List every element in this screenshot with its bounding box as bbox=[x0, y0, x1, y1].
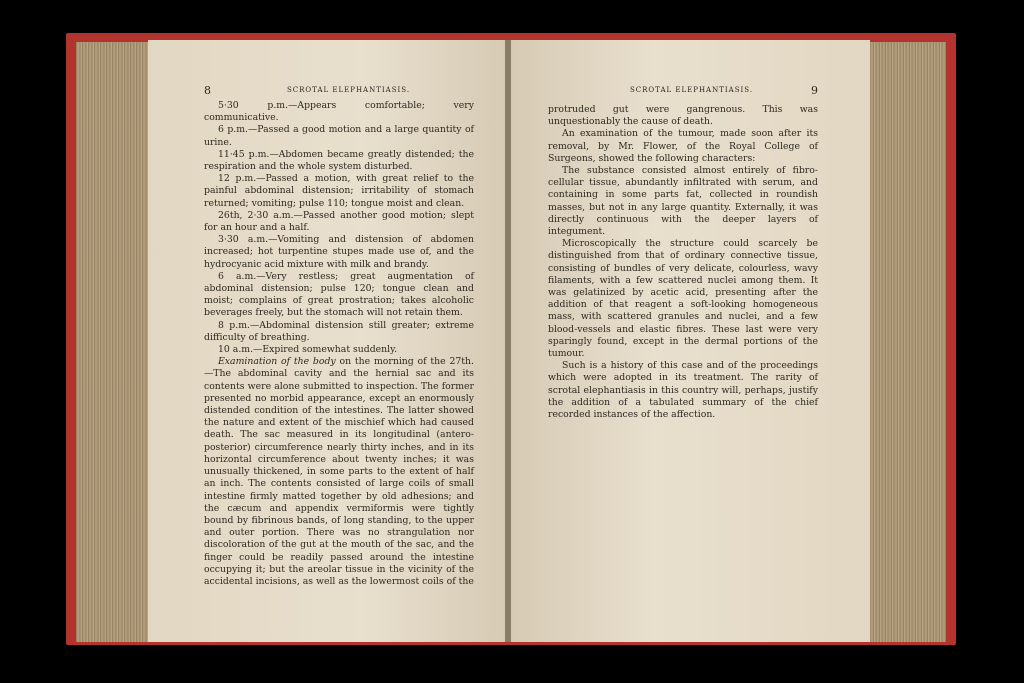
paragraph bbox=[204, 356, 474, 588]
paragraph: 3·30 a.m.—Vomiting and distension of abdomen increased; hot turpentine stupes made use of, and the hydrocyanic acid mixture with milk and brandy. bbox=[204, 234, 474, 270]
paragraph: Microscopically the structure could scarcely be distinguished from that of ordinary connective tissue, consisting of bundles of very delicate, colourless, wavy filaments, with a few scattered nuclei among them. It was gelatinized by acetic acid, presenting after the addition of that reagent a soft-looking homogeneous mass, with scattered granules and nuclei, and a few blood-vessels and elastic fibres. These last were very sparingly found, except in the dermal portions of the tumour. bbox=[548, 238, 818, 360]
right-page-number: 9 bbox=[811, 84, 818, 97]
paragraph: 10 a.m.—Expired somewhat suddenly. bbox=[218, 344, 398, 356]
paragraph: 11·45 p.m.—Abdomen became greatly distended; the respiration and the whole system disturbed. bbox=[204, 148, 474, 173]
right-running-title: SCROTAL ELEPHANTIASIS. bbox=[630, 86, 754, 94]
right-page-body bbox=[548, 104, 818, 421]
left-page-body bbox=[204, 100, 474, 588]
paragraph: 12 p.m.—Passed a motion, with great relief to the painful abdominal distension; irritability of stomach returned; vomiting; pulse 110; tongue moist and clean. bbox=[204, 173, 474, 209]
paragraph: protruded gut were gangrenous. This was unquestionably the cause of death. bbox=[548, 104, 818, 128]
page-edges-right bbox=[868, 42, 946, 642]
italic-heading: Examination of the body bbox=[218, 356, 336, 368]
paragraph-text: on the morning of the 27th.—The abdominal cavity and the hernial sac and its contents were alone submitted to inspection. The former presented no morbid appearance, except an enormously distended condition of the intestines. The latter showed the nature and extent of the mischief which had caused death. The sac measured in its longitudinal (antero-posterior) circumference nearly thirty inches, and in its horizontal circumference about twenty inches; it was unusually thickened, in some parts to the extent of half an inch. The contents consisted of large coils of small intestine firmly matted together by old adhesions; and the cæcum and appendix vermiformis were tightly bound by fibrinous bands, of long standing, to the upper and outer portion. There was no strangulation nor discoloration of the gut at the mouth of the sac, and the finger could be readily passed around the intestine occupying it; but the areolar tissue in the vicinity of the accidental incisions, as well as the lowermost coils of the bbox=[204, 356, 474, 587]
paragraph: 6 p.m.—Passed a good motion and a large quantity of urine. bbox=[204, 124, 474, 148]
left-page-number: 8 bbox=[204, 84, 211, 97]
book-gutter bbox=[505, 40, 511, 642]
paragraph: 8 p.m.—Abdominal distension still greater; extreme difficulty of breathing. bbox=[204, 319, 474, 343]
left-running-title: SCROTAL ELEPHANTIASIS. bbox=[287, 86, 411, 94]
page-edges-left bbox=[76, 42, 150, 642]
paragraph: The substance consisted almost entirely of fibro-cellular tissue, abundantly infiltrated with serum, and containing in some parts fat, collected in roundish masses, but not in any large quantity. Externally, it was directly continuous with the deeper layers of integument. bbox=[548, 165, 818, 238]
paragraph: Such is a history of this case and of the proceedings which were adopted in its treatment. The rarity of scrotal elephantiasis in this country will, perhaps, justify the addition of a tabulated summary of the chief recorded instances of the affection. bbox=[548, 360, 818, 421]
paragraph: 26th, 2·30 a.m.—Passed another good motion; slept for an hour and a half. bbox=[204, 209, 474, 234]
paragraph: 5·30 p.m.—Appears comfortable; very communicative. bbox=[204, 100, 474, 124]
paragraph: An examination of the tumour, made soon after its removal, by Mr. Flower, of the Royal College of Surgeons, showed the following characters: bbox=[548, 128, 818, 164]
paragraph: 6 a.m.—Very restless; great augmentation of abdominal distension; pulse 120; tongue clean and moist; complains of great prostration; takes alcoholic beverages freely, but the stomach will not retain them. bbox=[204, 270, 474, 319]
